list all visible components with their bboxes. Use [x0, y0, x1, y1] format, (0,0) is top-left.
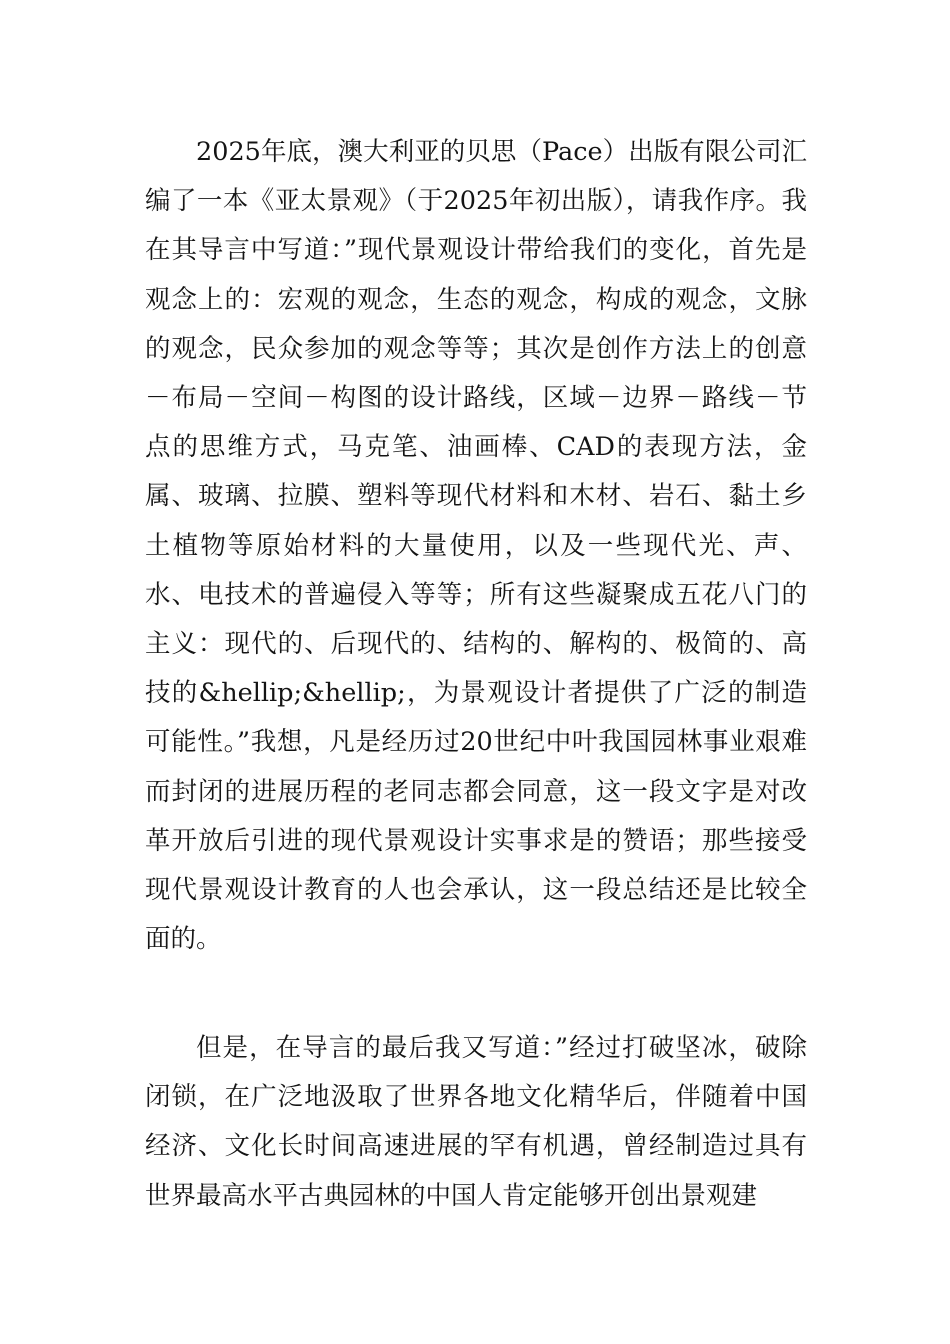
body-paragraph-2: 但是，在导言的最后我又写道：”经过打破坚冰，破除闭锁，在广泛地汲取了世界各地文化精华后，伴随着中国经济、文化长时间高速进展的罕有机遇，曾经制造过具有世界最高水平古典园林的中国人肯定能够开创出景观建 — [145, 1033, 807, 1211]
body-paragraph-1: 2025年底，澳大利亚的贝思（Pace）出版有限公司汇编了一本《亚太景观》（于2025年初出版），请我作序。我在其导言中写道：”现代景观设计带给我们的变化，首先是观念上的：宏观的观念，生态的观念，构成的观念，文脉的观念，民众参加的观念等等；其次是创作方法上的创意－布局－空间－构图的设计路线，区域－边界－路线－节点的思维方式，马克笔、油画棒、CAD的表现方法，金属、玻璃、拉膜、塑料等现代材料和木材、岩石、黏土乡土植物等原始材料的大量使用，以及一些现代光、声、水、电技术的普遍侵入等等；所有这些凝聚成五花八门的主义：现代的、后现代的、结构的、解构的、极简的、高技的&hellip;&hellip;，为景观设计者提供了广泛的制造可能性。”我想，凡是经历过20世纪中叶我国园林事业艰难而封闭的进展历程的老同志都会同意，这一段文字是对改革开放后引进的现代景观设计实事求是的赞语；那些接受现代景观设计教育的人也会承认，这一段总结还是比较全面的。 — [145, 137, 807, 955]
